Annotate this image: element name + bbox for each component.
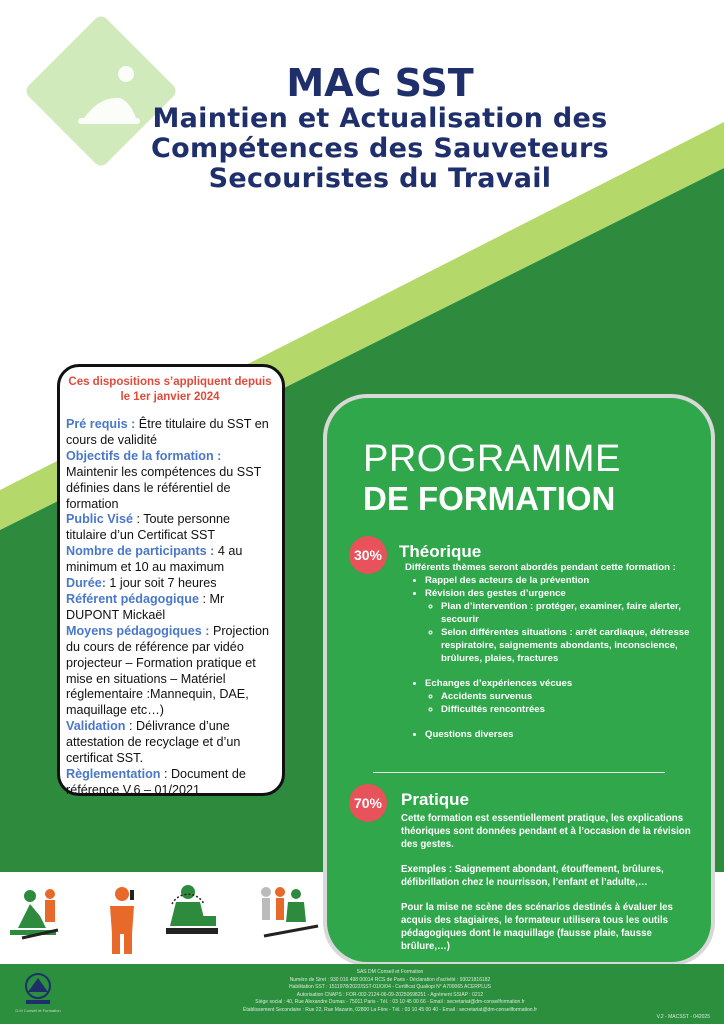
info-item-public	[66, 512, 274, 544]
practice-paragraph: Exemples : Saignement abondant, étouffement, brûlures, défibrillation chez le nourrisson, l’enfant et l’adulte,…	[401, 864, 664, 888]
info-key: Nombre de participants :	[66, 544, 215, 559]
version-label: V.2 - MACSST - 042025	[656, 1014, 710, 1020]
theory-bullet-text: Echanges d’expériences vécues	[425, 678, 573, 689]
cpr-person-icon	[166, 885, 218, 934]
info-value: : Toute personne titulaire d’un Certificat SST	[66, 512, 231, 543]
info-value: : Délivrance d’une attestation de recyclage et d’un certificat SST.	[66, 719, 241, 766]
subtitle-line-2: Compétences des Sauveteurs	[151, 133, 609, 164]
theory-bullet	[425, 677, 705, 716]
info-item-referent	[66, 592, 274, 624]
info-item-moyens	[66, 624, 274, 719]
theory-lead: Différents thèmes seront abordés pendant cette formation :	[405, 562, 676, 573]
footer-line: Habilitation SST : 1511978/2022/SST-01/O/04 - Certificat Qualiopi N° A700065 ACERPLUS	[289, 984, 491, 991]
first-aid-person-icon	[10, 889, 58, 938]
theory-bullet	[425, 587, 705, 665]
info-key: Validation	[66, 719, 126, 734]
info-key: Durée:	[66, 576, 106, 591]
theory-bullet-text: Révision des gestes d’urgence	[425, 588, 566, 599]
theory-sublist	[425, 690, 705, 716]
theory-percent-badge: 30%	[349, 536, 387, 574]
subtitle-line-3: Secouristes du Travail	[208, 163, 552, 194]
practice-paragraph: Pour la mise ne scène des scénarios destinés à évaluer les acquis des stagiaires, le formateur utilisera tous les outils pédagogiques dont le maquillage (fausse plaie, fausse brûlure,…)	[401, 902, 673, 952]
info-item-objectifs	[66, 449, 274, 513]
footer-line: Autorisation CNAPS : FOR-002-2124-06-09-20250698251 - Agrément SSIAP : 0212	[296, 991, 484, 998]
info-box	[57, 364, 285, 796]
theory-list-3	[405, 728, 705, 741]
practice-heading: Pratique	[401, 790, 470, 809]
phone-alert-person-icon	[110, 887, 134, 954]
program-title-line-1: PROGRAMME	[363, 438, 621, 480]
company-logo-text: D.M Conseil et Formation	[15, 1008, 61, 1013]
info-key: Public Visé	[66, 512, 133, 527]
theory-sublist	[425, 600, 705, 665]
practice-content	[401, 812, 691, 965]
theory-sub-bullet: ◦ Selon différentes situations : arrêt cardiaque, détresse respiratoire, saignements abondants, inconscience, brûlures, plaies, fractures	[441, 626, 705, 665]
theory-sub-bullet: ◦ Plan d’intervention : protéger, examiner, faire alerter, secourir	[441, 600, 705, 626]
info-notice: Ces dispositions s’appliquent depuis le 1er janvier 2024	[68, 376, 272, 403]
theory-sub-bullet: ◦ Difficultés rencontrées	[441, 703, 705, 716]
info-value: Projection du cours de référence par vidéo projecteur – Formation pratique et mise en situations – Matériel réglementaire :Mannequin, DAE, maquillage etc…)	[66, 623, 269, 718]
theory-sub-bullet: ◦ Accidents survenus	[441, 690, 705, 703]
info-list	[66, 417, 274, 799]
icons-strip	[0, 872, 330, 964]
subtitle-line-1: Maintien et Actualisation des	[152, 103, 608, 134]
theory-heading: Théorique	[399, 542, 482, 561]
rescue-team-icon	[261, 887, 318, 936]
theory-list	[405, 574, 705, 665]
theory-bullet: • Questions diverses	[425, 728, 705, 741]
info-value: Être titulaire du SST en cours de validité	[66, 417, 269, 447]
footer-line: Numéro de Siret : 930 016 498 00014 RCS de Paris - Déclaration d’activité : 93021816182	[289, 976, 491, 983]
info-key: Pré requis :	[66, 417, 136, 431]
footer	[0, 964, 724, 1024]
page-title: MAC SST	[286, 61, 474, 105]
info-item-reglementation	[66, 767, 274, 799]
title-block	[90, 62, 670, 194]
info-value: : Document de référence V.6 – 01/2021	[66, 766, 246, 797]
info-key: Règlementation	[66, 766, 161, 781]
program-title-line-2: DE FORMATION	[363, 480, 616, 517]
theory-content	[405, 561, 705, 741]
footer-line: Siège social : 40, Rue Alexandre Dumas - 75011 Paris - Tél. : 03 10 45 00 66 - Email : secretariat@dm-conseilformation.fr	[255, 999, 525, 1006]
theory-list-2	[405, 677, 705, 716]
info-value: 4 au minimum et 10 au maximum	[66, 544, 243, 575]
info-item-duree	[66, 576, 274, 592]
theory-bullet: • Rappel des acteurs de la prévention	[425, 574, 705, 587]
program-card	[323, 394, 715, 966]
footer-text	[190, 969, 590, 1015]
footer-line: SAS DM Conseil et Formation	[356, 969, 424, 975]
section-divider	[373, 772, 665, 773]
footer-line: Établissement Secondaire : Rue 22, Rue Mazarin, 02800 La Fère - Tél. : 03 10 45 00 40 - Email : secretariat@dm-conseilformation.fr	[242, 1006, 538, 1013]
info-key: Moyens pédagogiques :	[66, 623, 210, 638]
info-item-participants	[66, 544, 274, 576]
info-value: 1 jour soit 7 heures	[105, 576, 217, 591]
practice-paragraph: Cette formation est essentiellement pratique, les explications théoriques sont données pendant et à l’occasion de la révision des gestes.	[401, 813, 691, 850]
info-value: : Mr DUPONT Mickaël	[66, 591, 225, 622]
info-item-validation	[66, 719, 274, 767]
info-key: Objectifs de la formation :	[66, 448, 222, 463]
practice-percent-badge: 70%	[349, 784, 387, 822]
info-key: Référent pédagogique	[66, 591, 199, 606]
info-item-prerequis	[66, 417, 274, 449]
info-value: Maintenir les compétences du SST définies dans le référentiel de formation	[66, 464, 262, 511]
